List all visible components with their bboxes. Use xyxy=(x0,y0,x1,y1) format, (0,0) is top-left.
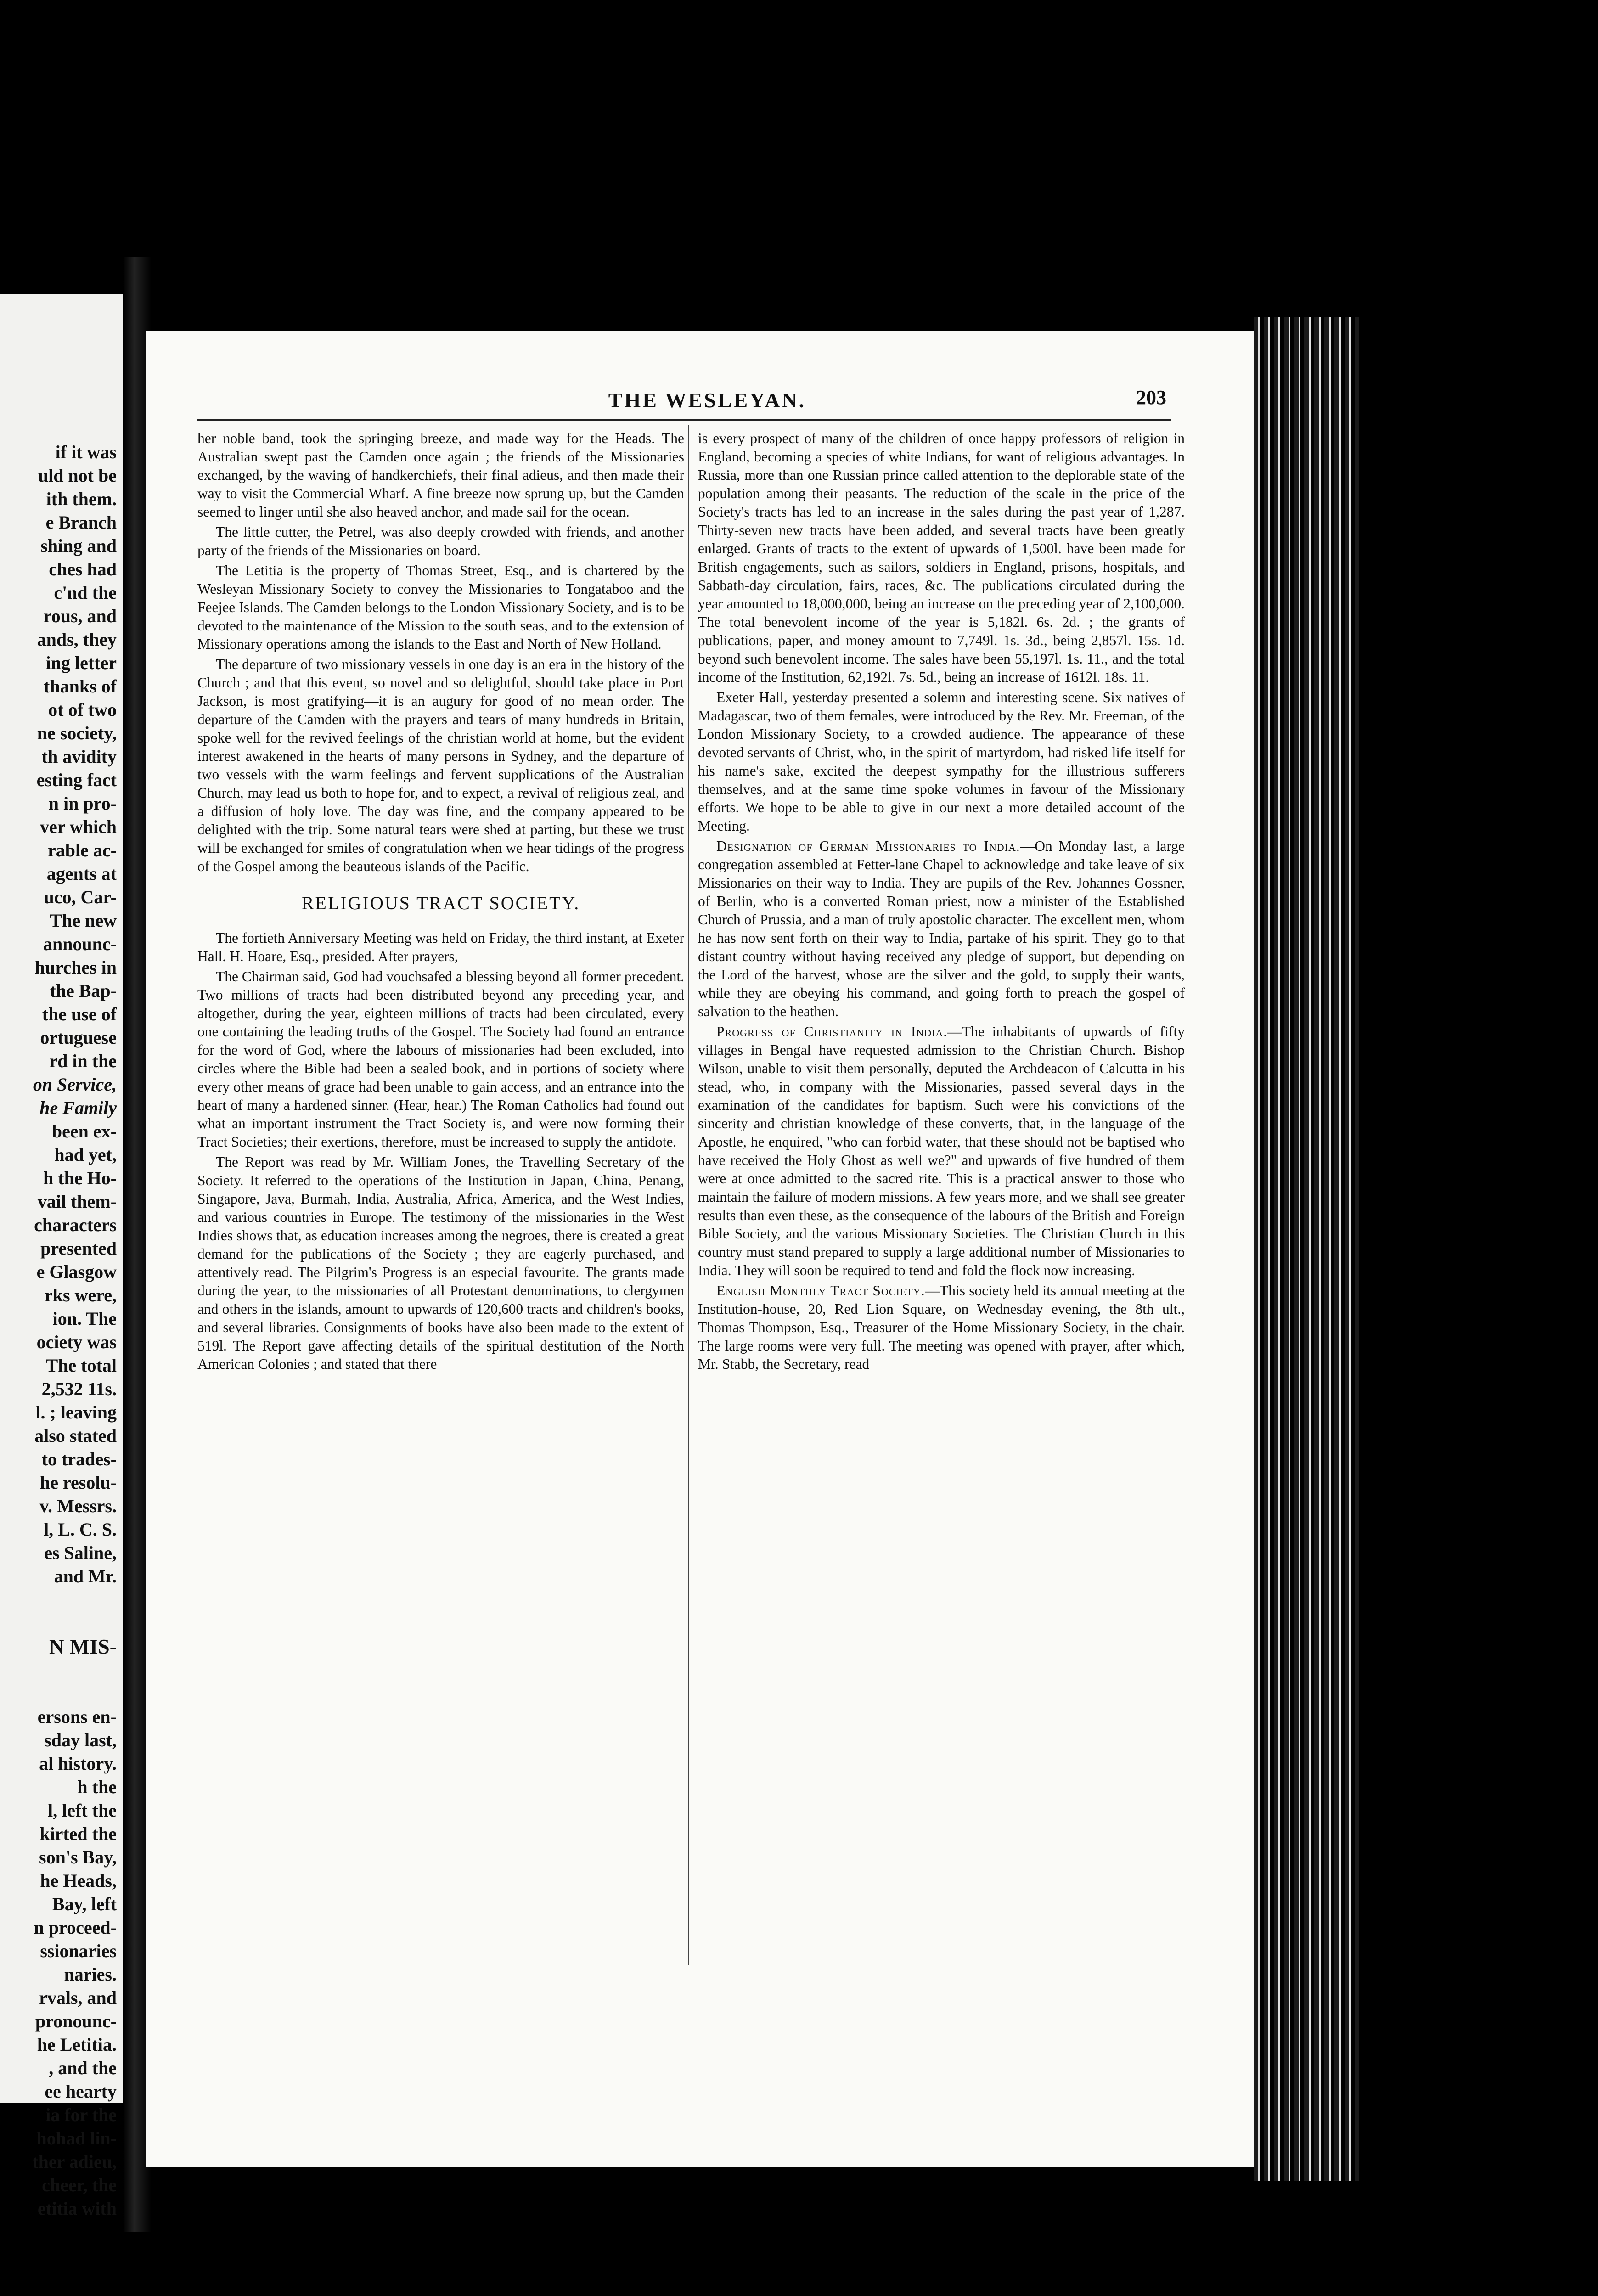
left-page-line: thanks of xyxy=(44,676,117,697)
left-page-line: rd in the xyxy=(49,1051,117,1071)
left-page-line: The total xyxy=(45,1355,117,1376)
left-page-line: ssionaries xyxy=(40,1941,117,1961)
right-column xyxy=(698,429,1185,1958)
left-page-line: , and the xyxy=(49,2058,117,2078)
left-page-line: if it was xyxy=(55,442,117,462)
article-block xyxy=(698,1282,1185,1373)
left-page-line: vail them- xyxy=(37,1191,117,1212)
left-page-line: ociety was xyxy=(36,1332,117,1352)
left-page-line: Bay, left xyxy=(52,1894,117,1914)
article-block xyxy=(698,1023,1185,1280)
left-page-line: ches had xyxy=(49,559,117,580)
page-edges xyxy=(1254,317,1359,2181)
left-page-line: ersons en- xyxy=(37,1706,117,1727)
left-page-line: on Service, xyxy=(33,1074,117,1095)
left-page-line: he resolu- xyxy=(39,1472,117,1493)
paragraph: The Report was read by Mr. William Jones, the Travelling Secretary of the Society. It referred to the operations of the Institution in Japan, China, Penang, Singapore, Java, Burmah, India, Australia, Africa, America, and the West Indies, and various countries in Europe. The testimony of the missionaries in the West Indies shows that, as education increases among the negroes, there is created a great demand for the publications of the Society ; they are eagerly purchased, and attentively read. The Pilgrim's Progress is an especial favourite. The grants made during the year, to the missionaries of all Protestant denominations, to clergymen and others in the islands, amount to upwards of 120,600 tracts and children's books, and several libraries. Consignments of books have also been made to the extent of 519l. The Report gave affecting details of the spiritual destitution of the North American Colonies ; and stated that there xyxy=(197,1154,684,1372)
left-page-line: esting fact xyxy=(36,770,117,790)
paragraph: The Chairman said, God had vouchsafed a blessing beyond all former precedent. Two millions of tracts had been distributed beyond any preceding year, and altogether, during the year, eighteen millions of tracts had been circulated, every one containing the leading truths of the Gospel. The Society had found an entrance for the word of God, where the labours of missionaries had been excluded, into circles where the Bible had been a sealed book, and in portions of society where every other means of grace had been unable to gain access, and an entrance into the heart of many a hardened sinner. (Hear, hear.) The Roman Catholics had found out what an important instrument the Tract Society is, and were now forming their Tract Societies; their exertions, therefore, must be increased to supply the antidote. xyxy=(197,968,684,1150)
running-title: THE WESLEYAN. xyxy=(608,388,806,412)
paragraph: is every prospect of many of the children of once happy professors of religion in England, becoming a species of white Indians, for want of religious advantages. In Russia, more than one Russian prince called attention to the deplorable state of the population among their peasants. The reduction of the scale in the price of the Society's tracts has led to an increase in the sales during the past year of 1,287. Thirty-seven new tracts have been added, and several tracts have been greatly enlarged. Grants of tracts to the extent of upwards of 1,500l. have been made for British engagements, such as sailors, soldiers in England, prisons, hospitals, and Sabbath-day circulation, fairs, races, &c. The publications circulated during the year amounted to 18,000,000, being an increase on the preceding year of 2,100,000. The total benevolent income of the year is 5,182l. 6s. 2d. ; the grants of publications, paper, and money amount to 7,749l. 1s. 3d., being 2,857l. 15s. 1d. beyond such benevolent income. The sales have been 55,197l. 1s. 11., and the total income of the Institution, 62,192l. 7s. 5d., being an increase of 1612l. 18s. 11. xyxy=(698,430,1185,685)
left-page-line: and Mr. xyxy=(54,1566,117,1587)
run-in-heading: Progress of Christianity in India. xyxy=(716,1024,948,1040)
left-page-line: rous, and xyxy=(43,606,117,626)
left-page-line: he Family xyxy=(39,1097,117,1118)
paragraph-text: —On Monday last, a large congregation assembled at Fetter-lane Chapel to acknowledge and take leave of six Missionaries on their way to India. They are pupils of the Rev. Johannes Gossner, of Berlin, who is a converted Roman priest, now a minister of the Established Church of Prussia, and a man of truly apostolic character. The excellent men, whom he has now sent forth on their way to India, partake of his spirit. They go to that distant country without having received any pledge of support, but depending on the Lord of the harvest, whose are the silver and the gold, to supply their wants, while they are obeying his command, and going forth to preach the gospel of salvation to the heathen. xyxy=(698,838,1185,1019)
left-page-line: e Glasgow xyxy=(36,1261,117,1282)
left-page-line: characters xyxy=(34,1215,117,1235)
left-page-line: h the xyxy=(77,1777,117,1797)
left-page-line: ion. The xyxy=(52,1308,117,1329)
left-page-line: v. Messrs. xyxy=(39,1496,117,1516)
article-block xyxy=(698,837,1185,1021)
left-page-line: been ex- xyxy=(51,1121,117,1142)
paragraph: The fortieth Anniversary Meeting was held on Friday, the third instant, at Exeter Hall. H. Hoare, Esq., presided. After prayers, xyxy=(197,930,684,964)
left-page-line: uld not be xyxy=(38,465,117,486)
left-page-line: ot of two xyxy=(48,699,117,720)
left-page-line: l. ; leaving xyxy=(35,1402,117,1423)
left-page-line: ands, they xyxy=(37,629,117,650)
section-heading: RELIGIOUS TRACT SOCIETY. xyxy=(301,893,580,913)
left-page-line: c'nd the xyxy=(54,582,117,603)
left-page-line: ith them. xyxy=(46,489,117,509)
left-page-line: N MIS- xyxy=(49,1635,117,1658)
left-page-line: l, L. C. S. xyxy=(44,1519,117,1540)
left-page-line: rable ac- xyxy=(48,840,117,861)
left-column xyxy=(197,429,684,1958)
left-page-line: son's Bay, xyxy=(39,1847,117,1868)
left-page-line: l, left the xyxy=(48,1800,117,1821)
left-page-line: sday last, xyxy=(44,1730,117,1750)
left-page-line: uco, Car- xyxy=(44,887,117,907)
header-rule xyxy=(197,419,1171,421)
left-page-line: also stated xyxy=(34,1425,117,1446)
left-page-line: ing letter xyxy=(45,653,117,673)
left-page-line: n in pro- xyxy=(48,793,117,814)
paragraph-text: —This society held its annual meeting at the Institution-house, 20, Red Lion Square, on Wednesday evening, the 8th ult., Thomas Thompson, Esq., Treasurer of the Home Missionary Society, in the chair. The large rooms were very full. The meeting was opened with prayer, after which, Mr. Stabb, the Secretary, read xyxy=(698,1283,1185,1372)
left-page-line: ver which xyxy=(39,816,117,837)
left-page-line: rvals, and xyxy=(39,1987,117,2008)
left-page-line: had yet, xyxy=(54,1144,117,1165)
left-page-line: ia for the xyxy=(45,2105,117,2125)
paragraph: Exeter Hall, yesterday presented a solemn and interesting scene. Six natives of Madagascar, two of them females, were introduced by the Rev. Mr. Freeman, of the London Missionary Society, to a crowded audience. The appearance of these devoted servants of Christ, who, in the spirit of martyrdom, had risked life itself for his name's sake, excited the deepest sympathy for the illustrious sufferers themselves, and at the same time spoke volumes in favour of the Missionary efforts. We hope to be able to give in our next a more detailed account of the Meeting. xyxy=(698,689,1185,834)
left-page-line: n proceed- xyxy=(34,1917,117,1938)
left-page-line: 2,532 11s. xyxy=(41,1379,117,1399)
left-page-line: announc- xyxy=(43,934,117,954)
left-page-line: th avidity xyxy=(41,746,117,767)
left-page-line: agents at xyxy=(46,863,117,884)
left-page-line: ther adieu, xyxy=(32,2151,117,2172)
left-page-line: pronounc- xyxy=(35,2011,117,2032)
left-page-line: shing and xyxy=(40,535,117,556)
left-page-line: hohad lin- xyxy=(36,2128,117,2149)
left-page-line: cheer, the xyxy=(42,2175,117,2195)
column-divider xyxy=(688,425,689,1965)
left-page-line: etitia with xyxy=(37,2198,117,2219)
left-page-line: ee hearty xyxy=(45,2081,117,2102)
left-page-line: the Bap- xyxy=(50,980,117,1001)
left-page-line: The new xyxy=(50,910,117,931)
paragraph: The Letitia is the property of Thomas Street, Esq., and is chartered by the Wesleyan Missionary Society to convey the Missionaries to Tongataboo and the Feejee Islands. The Camden belongs to the London Missionary Society, and is to be devoted to the maintenance of the Mission to the south seas, and to the extension of Missionary operations among the islands to the East and North of New Holland. xyxy=(197,563,684,652)
left-page-line: es Saline, xyxy=(44,1542,117,1563)
paragraph: her noble band, took the springing breeze, and made way for the Heads. The Australian swept past the Camden once again ; the friends of the Missionaries exchanged, by the waving of handkerchiefs, their final adieus, and then made their way to visit the Commercial Wharf. A fine breeze now sprung up, but the Camden seemed to linger until she also heaved anchor, and made sail for the ocean. xyxy=(197,430,684,520)
paragraph: The departure of two missionary vessels in one day is an era in the history of the Church ; and that this event, so novel and so delightful, should take place in Port Jackson, is most gratifying—it is an augury for good of no mean order. The departure of the Camden with the prayers and tears of many hundreds in Britain, spoke well for the revived feelings of the christian world at home, but the evident interest awakened in the hearts of many persons in Sydney, and the departure of two vessels with the warm feelings and fervent supplications of the Australian Church, may lead us both to hope for, and to expect, a revival of religious zeal, and a diffusion of holy love. The day was fine, and the company appeared to be delighted with the trip. Some natural tears were shed at parting, but these we trust will be exchanged for smiles of congratulation when we hear tidings of the progress of the Gospel among the beauteous islands of the Pacific. xyxy=(197,656,684,874)
left-page-line: he Heads, xyxy=(40,1870,117,1891)
left-page-line: the use of xyxy=(42,1004,117,1024)
page-number: 203 xyxy=(1136,386,1166,409)
left-facing-page xyxy=(0,294,123,2219)
paragraph-text: —The inhabitants of upwards of fifty villages in Bengal have requested admission to the Christian Church. Bishop Wilson, unable to visit them personally, deputed the Archdeacon of Calcutta in his stead, who, in company with the Missionaries, passed several days in the examination of the candidates for baptism. Such were his convictions of the sincerity and christian knowledge of these converts, that, in the language of the Apostle, he enquired, "who can forbid water, that these should not be baptised who have received the Holy Ghost as well we?" and upwards of five hundred of them were at once admitted to the sacred rite. This is a practical answer to those who maintain the failure of modern missions. A few years more, and we shall see greater results than even these, as the consequence of the labours of the British and Foreign Bible Society, and the various Missionary Societies. The Christian Church in this country must stand prepared to supply a large additional number of Missionaries to India. They will soon be required to tend and fold the flock now increasing. xyxy=(698,1024,1185,1278)
left-page-line: rks were, xyxy=(45,1285,117,1306)
left-page-line: ne society, xyxy=(37,723,117,743)
left-page-line: ortuguese xyxy=(40,1027,117,1048)
left-page-line: e Branch xyxy=(45,512,117,533)
left-page-line: to trades- xyxy=(41,1449,117,1469)
run-in-heading: Designation of German Missionaries to India. xyxy=(716,838,1020,854)
left-page-line: naries. xyxy=(64,1964,117,1985)
left-page-line: he Letitia. xyxy=(37,2034,117,2055)
left-page-line: h the Ho- xyxy=(43,1168,117,1188)
paragraph: The little cutter, the Petrel, was also deeply crowded with friends, and another party of the friends of the Missionaries on board. xyxy=(197,524,684,558)
left-page-line: hurches in xyxy=(34,957,117,978)
left-page-line: al history. xyxy=(39,1753,117,1774)
left-page-line: kirted the xyxy=(39,1823,117,1844)
left-page-line: presented xyxy=(40,1238,117,1259)
run-in-heading: English Monthly Tract Society. xyxy=(716,1283,925,1299)
